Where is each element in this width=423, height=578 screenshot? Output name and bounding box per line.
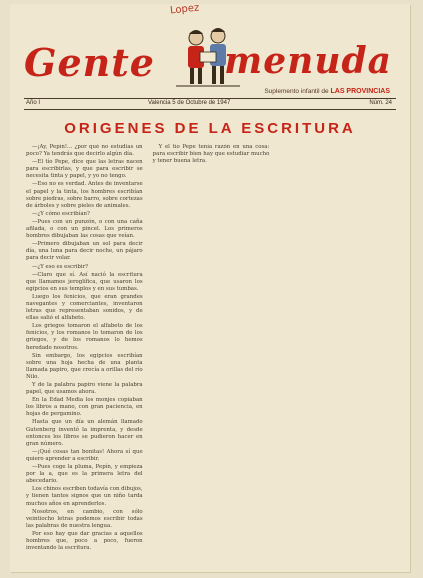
article-paragraph: Y de la palabra papiro viene la palabra papel, que usamos ahora. <box>26 382 143 396</box>
masthead-title-left: Gente <box>24 40 155 85</box>
article-paragraph: Por eso hay que dar gracias a aquellos hombres que, poco a poco, fueron inventando la escritura. <box>26 530 143 552</box>
masthead-title-right: menuda <box>224 40 392 82</box>
masthead <box>24 18 396 98</box>
article-paragraph: Sin embargo, los egipcios escribían sobre una hoja hecha de una planta llamada papiro, que crecía a orillas del río Nilo. <box>26 352 143 380</box>
article-paragraph: —¿Y cómo escribían? <box>32 210 90 217</box>
article-paragraph: Y el tío Pepe tenía razón en una cosa: para escribir bien hay que estudiar mucho y tener buena letra. <box>152 144 270 165</box>
article-paragraph: —Eso no es verdad. Antes de inventarse el papel y la tinta, los hombres escribían sobre piedras, sobre barro, sobre cortezas de árboles y sobre pieles de animales. <box>26 181 143 209</box>
article-paragraph: Nosotros, en cambio, con sólo veintiocho letras podemos escribir todas las palabras de nuestra lengua. <box>26 508 143 529</box>
handwritten-note: Lopez <box>169 2 200 17</box>
article-paragraph: —Pues coge la pluma, Pepín, y empieza por la a, que es la primera letra del abecedario. <box>26 464 143 485</box>
subtitle-prefix: Suplemento infantil de <box>264 88 329 95</box>
newspaper-page <box>10 4 410 572</box>
article-paragraph: Luego los fenicios, que eran grandes navegantes y comerciantes, inventaron letras que representaban sonidos, y de ellas salió el alfabeto. <box>26 293 143 322</box>
article-paragraph: —¡Qué cosas tan bonitas! Ahora sí que quiero aprender a escribir. <box>26 448 143 462</box>
article-paragraph: En la Edad Media los monjes copiaban los libros a mano, con gran paciencia, en hojas de pergamino. <box>26 397 143 418</box>
issue-year: Año I <box>26 100 41 106</box>
issue-number: Núm. 24 <box>369 100 392 106</box>
article-body <box>26 144 396 564</box>
article-paragraph: Hasta que un día un alemán llamado Gutenberg inventó la imprenta, y desde entonces los libros se pudieron hacer en gran número. <box>26 419 143 447</box>
article-paragraph: —Primero dibujaban un sol para decir día, una luna para decir noche, un pájaro para decir volar. <box>26 241 143 262</box>
issue-date: Valencia 5 de Octubre de 1947 <box>148 100 231 106</box>
article-paragraph: —¡Ay, Pepín!... ¿por qué no estudias un poco? Ya tendrás que decirlo algún día. <box>26 144 143 158</box>
article-paragraph: —Pues con un punzón, o con una caña afilada, o con un pincel. Los primeros hombres dibujaban las cosas que veían. <box>26 218 143 240</box>
article-paragraph: —El tío Pepe, dice que las letras nacen para escribirlas, y que para escribir se necesita tinta y papel, y yo no tengo. <box>26 159 143 180</box>
subtitle-brand: LAS PROVINCIAS <box>330 88 390 95</box>
issue-info-bar <box>24 98 396 110</box>
article-title: ORIGENES DE LA ESCRITURA <box>64 120 356 137</box>
masthead-subtitle <box>264 88 390 95</box>
article-paragraph: —¿Y eso es escribir? <box>32 263 89 270</box>
article-paragraph: Los griegos tomaron el alfabeto de los fenicios, y los romanos lo tomaron de los griegos, y de los romanos lo hemos heredado nosotros. <box>26 323 143 351</box>
article-paragraph: Los chinos escriben todavía con dibujos, y tienen tantos signos que un niño tarda muchos años en aprenderlos. <box>26 486 143 507</box>
article-paragraph: —Claro que sí. Así nació la escritura que llamamos jeroglífica, que usaron los egipcios en sus templos y en sus tumbas. <box>26 271 143 292</box>
